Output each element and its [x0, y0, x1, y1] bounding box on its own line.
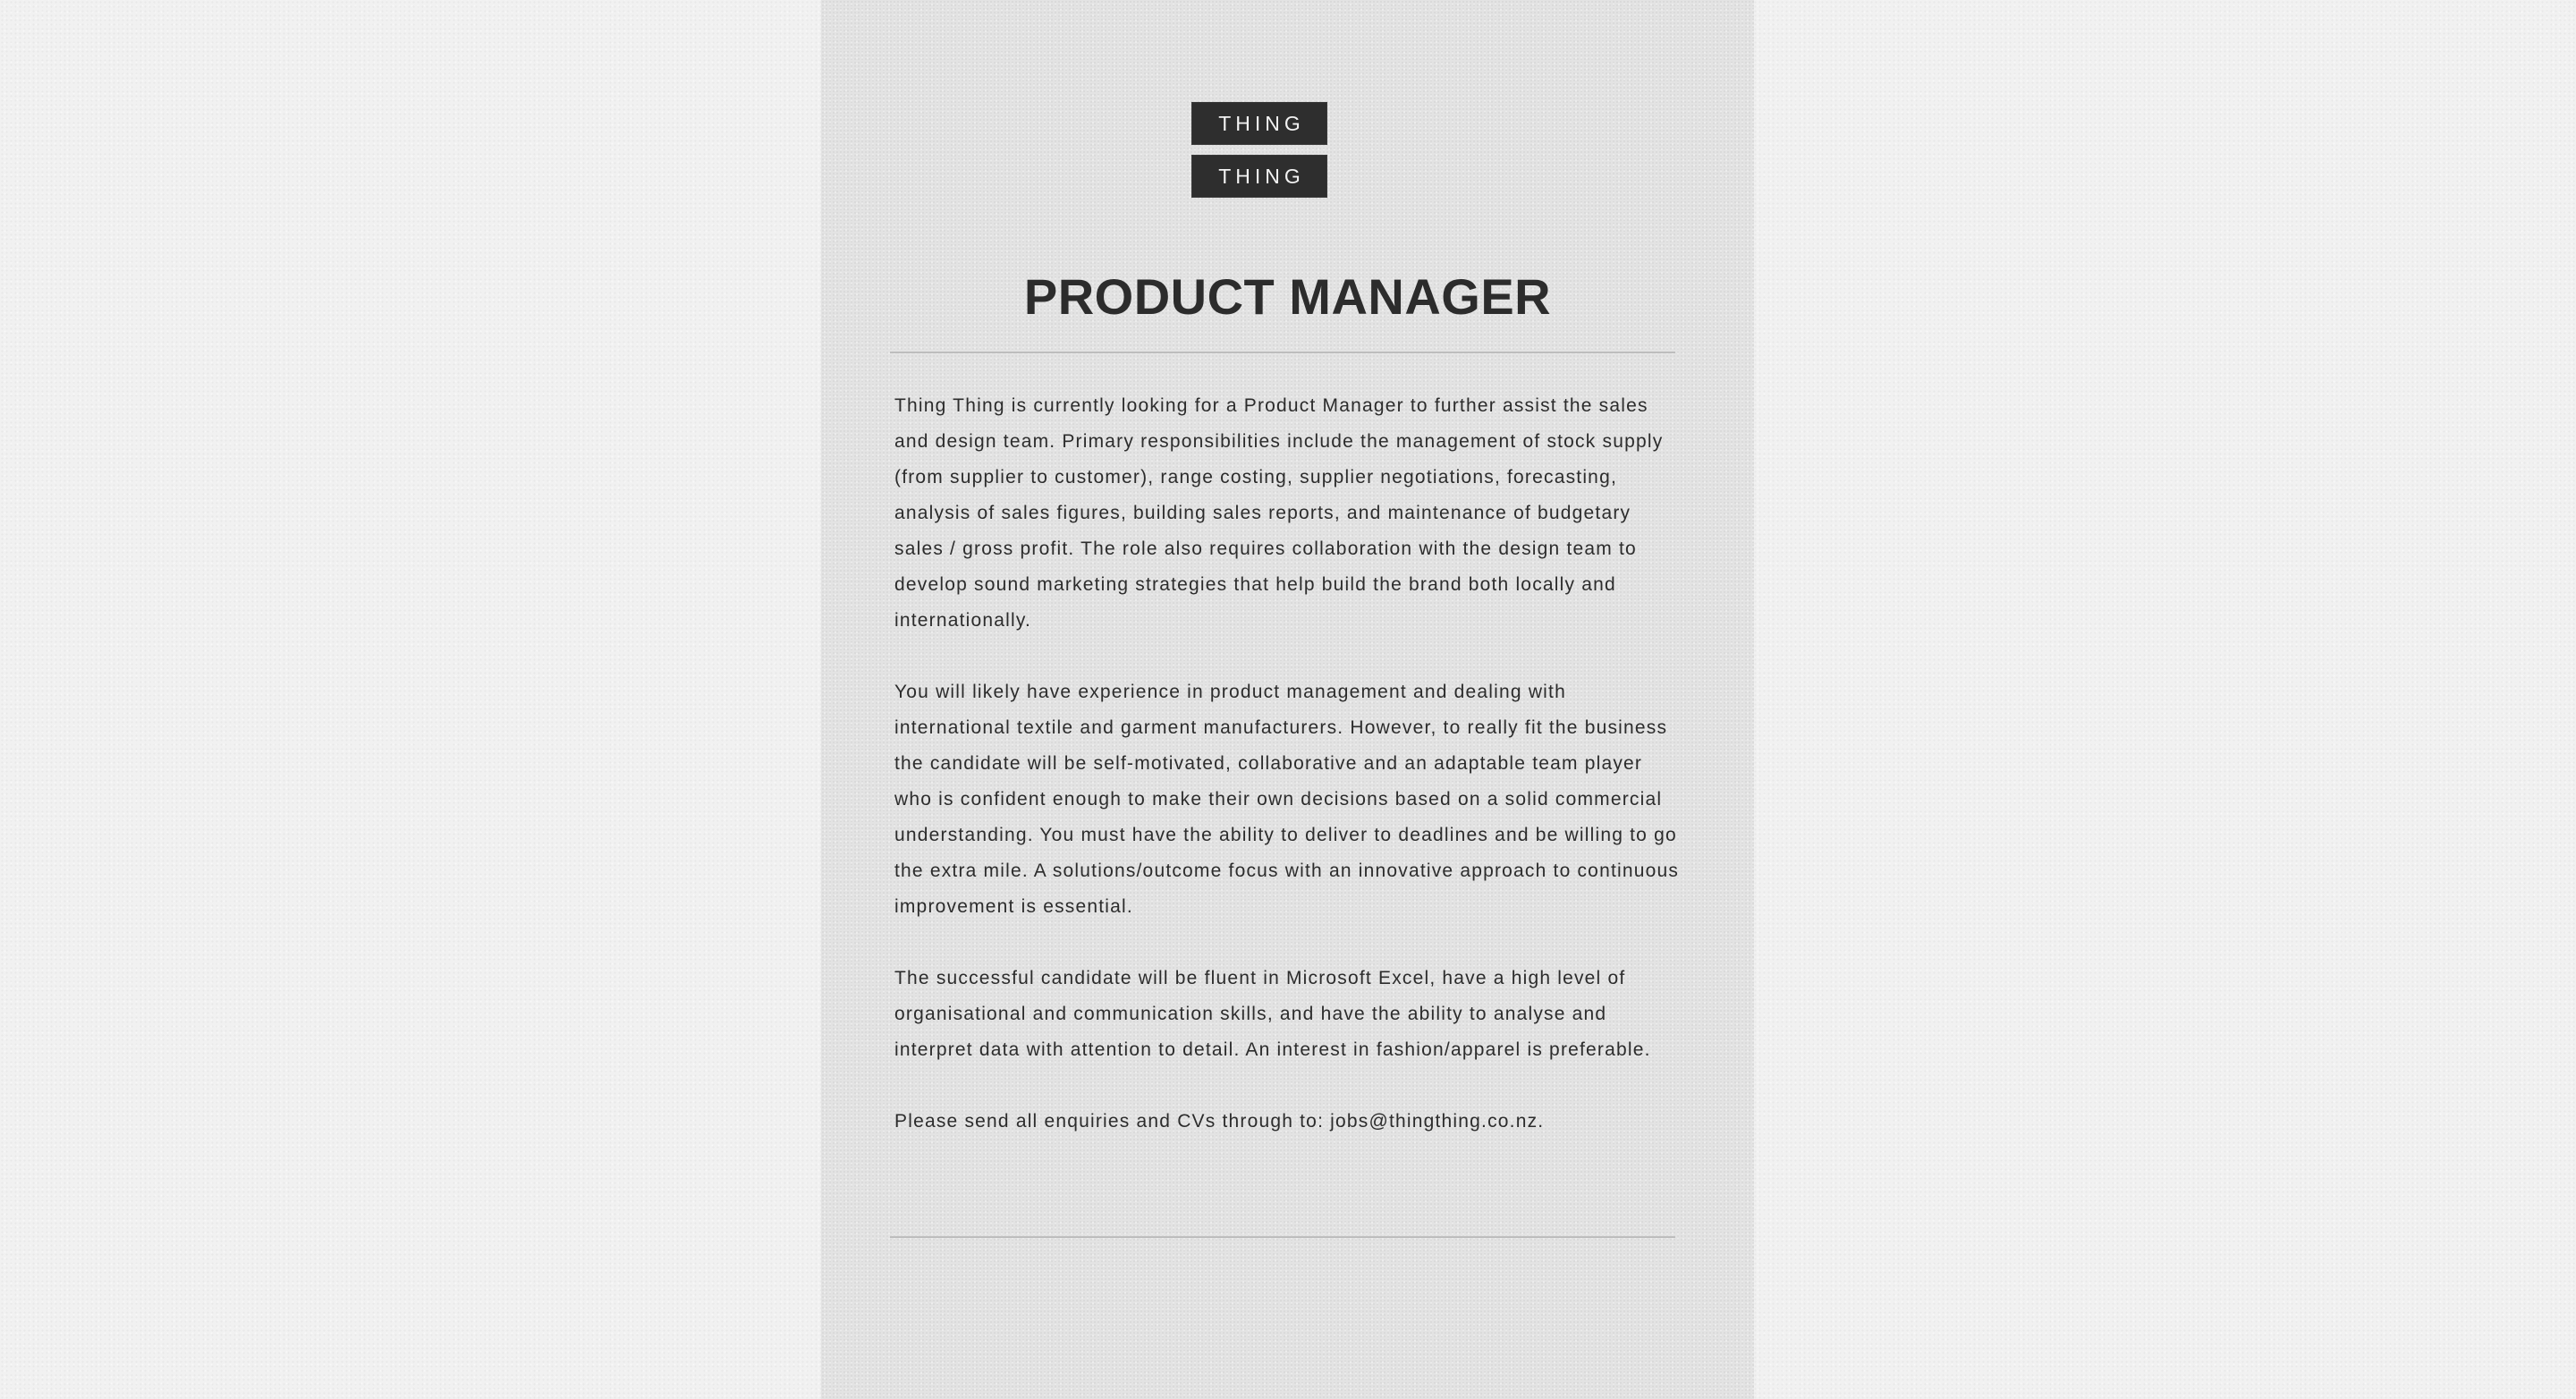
page-title: PRODUCT MANAGER: [1023, 268, 1552, 325]
contact-prefix: Please send all enquiries and CVs through to:: [894, 1111, 1331, 1132]
paragraph-experience: You will likely have experience in product management and dealing with international textile and garment manufacturers. However, to really fit the business the candidate will be self-motivated, collaborative and an adaptable team player who is confident enough to make their own decisions based on a solid commercial understanding. You must have the ability to deliver to deadlines and be willing to go the extra mile. A solutions/outcome focus with an innovative approach to continuous improvement is essential.: [894, 682, 1680, 917]
logo-line-top: THING: [1191, 102, 1327, 145]
paragraph-overview: Thing Thing is currently looking for a Product Manager to further assist the sales and design team. Primary responsibilities include the management of stock supply (from supplier to customer), range costing, supplier negotiations, forecasting, analysis of sales figures, building sales reports, and maintenance of budgetary sales / gross profit. The role also requires collaboration with the design team to develop sound marketing strategies that help build the brand both locally and internationally.: [894, 395, 1664, 631]
job-description: [894, 388, 1686, 1175]
bottom-divider: [890, 1236, 1675, 1238]
paragraph-contact: [894, 1104, 1686, 1140]
paragraph-skills: The successful candidate will be fluent in Microsoft Excel, have a high level of organisational and communication skills, and have the ability to analyse and interpret data with attention to detail. An interest in fashion/apparel is preferable.: [894, 968, 1651, 1060]
contact-suffix: .: [1538, 1111, 1545, 1132]
thing-thing-logo[interactable]: [1191, 102, 1327, 198]
contact-email-link[interactable]: jobs@thingthing.co.nz: [1330, 1111, 1538, 1132]
top-divider: [890, 352, 1675, 353]
logo-line-bottom: THING: [1191, 155, 1327, 198]
content-column: [821, 0, 1754, 1399]
